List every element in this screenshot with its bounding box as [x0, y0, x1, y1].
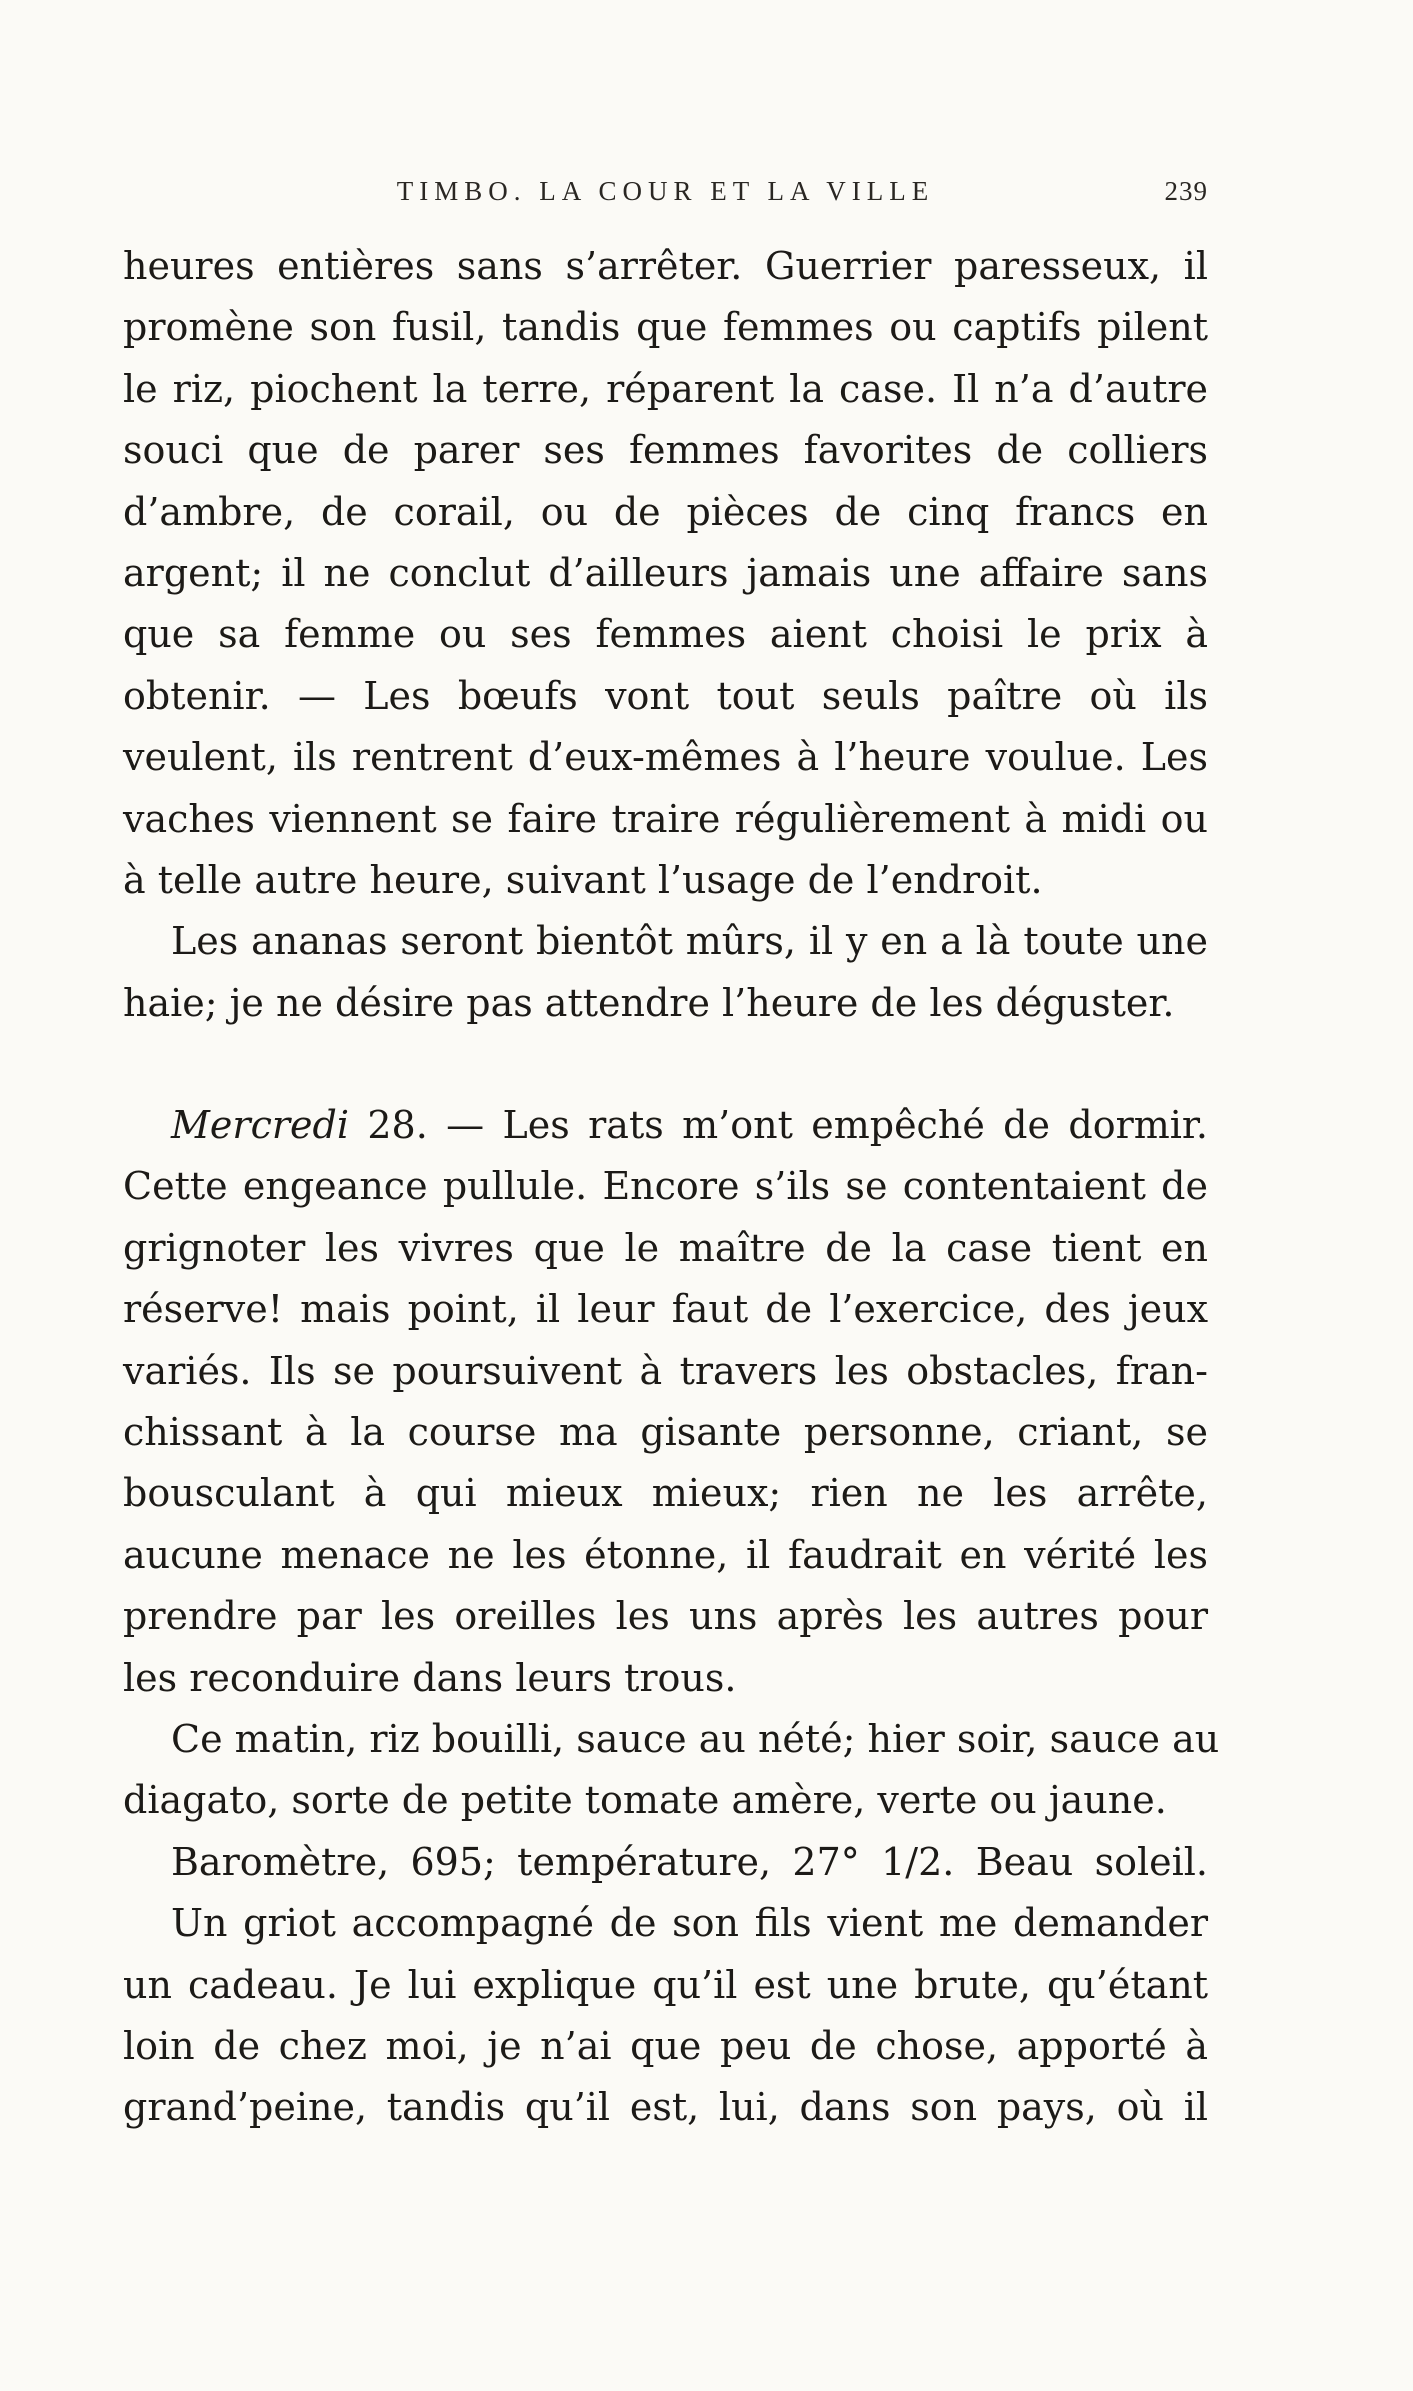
- page-number: 239: [1164, 176, 1208, 206]
- text-line: Baromètre, 695; température, 27° 1/2. Beau soleil.: [171, 1839, 1208, 1884]
- text-line: d’ambre, de corail, ou de pièces de cinq francs en: [123, 489, 1208, 534]
- text-line: Cette engeance pullule. Encore s’ils se contentaient de: [123, 1164, 1208, 1209]
- text-line: vaches viennent se faire traire régulièrement à midi ou: [123, 796, 1208, 841]
- text-line: aucune menace ne les étonne, il faudrait en vérité les: [123, 1532, 1208, 1577]
- text-line: veulent, ils rentrent d’eux-mêmes à l’heure voulue. Les: [123, 735, 1208, 780]
- text-line: heures entières sans s’arrêter. Guerrier paresseux, il: [123, 244, 1208, 288]
- text-line: prendre par les oreilles les uns après les autres pour: [123, 1594, 1208, 1639]
- text-line: souci que de parer ses femmes favorites de colliers: [123, 428, 1208, 473]
- text-line: obtenir. — Les bœufs vont tout seuls paître où ils: [123, 673, 1208, 718]
- entry-first-line-rest: 28. — Les rats m’ont empêché de dormir.: [348, 1103, 1208, 1148]
- text-line: variés. Ils se poursuivent à travers les obstacles, fran-: [123, 1348, 1208, 1393]
- text-line: les reconduire dans leurs trous.: [123, 1655, 737, 1700]
- dated-entry-first-line: [123, 1095, 1208, 1156]
- text-line: réserve! mais point, il leur faut de l’exercice, des jeux: [123, 1287, 1208, 1332]
- section-gap: [123, 1034, 1208, 1095]
- text-line: Ce matin, riz bouilli, sauce au nété; hier soir, sauce au: [171, 1716, 1220, 1761]
- text-line: grignoter les vivres que le maître de la case tient en: [123, 1225, 1208, 1270]
- text-line: diagato, sorte de petite tomate amère, verte ou jaune.: [123, 1778, 1167, 1823]
- text-line: à telle autre heure, suivant l’usage de l’endroit.: [123, 857, 1043, 902]
- entry-date-label: Mercredi: [171, 1103, 349, 1148]
- text-line: Un griot accompagné de son fils vient me demander: [171, 1901, 1208, 1946]
- running-title: TIMBO. LA COUR ET LA VILLE: [396, 176, 935, 206]
- text-line: bousculant à qui mieux mieux; rien ne les arrête,: [123, 1471, 1208, 1516]
- text-line: loin de chez moi, je n’ai que peu de chose, apporté à: [123, 2023, 1208, 2068]
- text-line: promène son fusil, tandis que femmes ou captifs pilent: [123, 305, 1208, 350]
- text-line: le riz, piochent la terre, réparent la case. Il n’a d’autre: [123, 366, 1208, 411]
- running-head: [123, 168, 1208, 218]
- body-text: [123, 236, 1220, 2139]
- text-line: grand’peine, tandis qu’il est, lui, dans son pays, où il: [123, 2085, 1208, 2130]
- text-line: que sa femme ou ses femmes aient choisi le prix à: [123, 612, 1208, 657]
- text-line: Les ananas seront bientôt mûrs, il y en a là toute une: [171, 919, 1208, 964]
- text-line: un cadeau. Je lui explique qu’il est une brute, qu’étant: [123, 1962, 1208, 2007]
- text-line: haie; je ne désire pas attendre l’heure de les déguster.: [123, 980, 1175, 1025]
- text-line: argent; il ne conclut d’ailleurs jamais une affaire sans: [123, 550, 1208, 595]
- text-line: chissant à la course ma gisante personne, criant, se: [123, 1410, 1208, 1455]
